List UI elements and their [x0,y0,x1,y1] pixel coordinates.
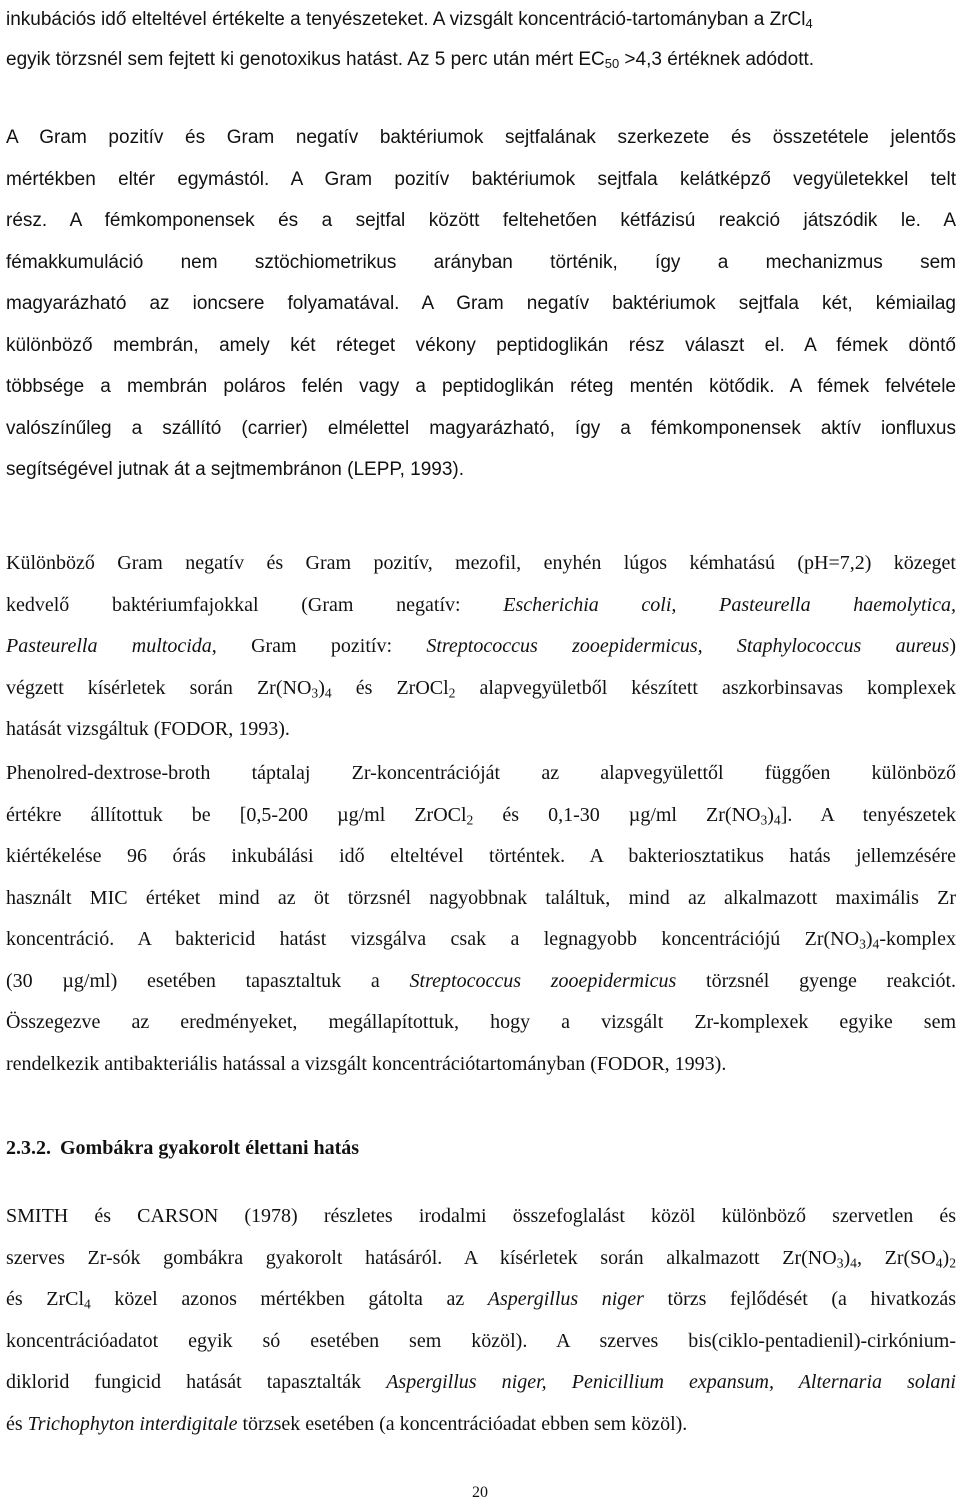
text-line: Összegezve az eredményeket, megállapítottuk, hogy a vizsgált Zr-komplexek egyike sem [6,1011,956,1033]
text-run: végzett kísérletek során Zr(NO [6,676,312,699]
paragraph-continuation [6,0,956,80]
species-name: Trichophyton interdigitale [27,1412,238,1435]
text-run: és 0,1-30 µg/ml Zr(NO [473,803,761,826]
text-line [6,919,956,961]
species-name: Pasteurella multocida [6,635,212,657]
page-number: 20 [472,1484,488,1501]
text-run: >4,3 értéknek adódott. [619,49,815,70]
section-heading [6,1128,359,1169]
text-run: szerves Zr-sók gombákra gyakorolt hatásáról. A kísérletek során alkalmazott Zr(NO [6,1246,837,1269]
species-name: Streptococcus zooepidermicus [409,969,677,992]
paragraph-bacteria-experiments [6,543,956,751]
subscript: 4 [84,1296,91,1312]
subscript: 3 [311,684,319,700]
text-line [6,0,956,40]
text-line: valószínűleg a szállító (carrier) elmélettel magyarázható, így a fémkomponensek aktív ionfluxus [6,417,956,439]
text-line [6,40,956,80]
species-name: Aspergillus niger [487,1288,644,1310]
text-line: koncentrációadatot egyik só esetében sem közöl). A szerves bis(ciklo-pentadienil)-cirkónium- [6,1329,956,1352]
subscript: 4 [935,1254,943,1270]
text-run: egyik törzsnél sem fejtett ki genotoxikus hatást. Az 5 perc után mért EC [6,49,605,70]
text-line: többsége a membrán poláros felén vagy a peptidoglikán réteg mentén kötődik. A fémek felvétele [6,376,956,397]
text-run: ) [942,1246,950,1269]
text-line: segítségével jutnak át a sejtmembránon (LEPP, 1993). [6,459,465,480]
text-run: , Gram pozitív: [211,635,427,657]
text-line: rendelkezik antibakteriális hatással a vizsgált koncentrációtartományban (FODOR, 1993). [6,1052,727,1075]
text-run: törzsnél gyenge reakciót. [676,969,957,992]
text-line [6,585,956,627]
text-run: és [6,1412,28,1435]
text-run: értékre állítottuk be [0,5-200 µg/ml ZrOCl [6,803,467,826]
text-run: alapvegyületből készített aszkorbinsavas komplexek [455,676,957,699]
text-run: ) [767,803,774,826]
text-line [6,1404,956,1446]
text-run: koncentráció. A baktericid hatást vizsgálva csak a legnagyobb koncentrációjú Zr(NO [6,928,860,950]
text-run: (30 µg/ml) esetében tapasztaltuk a [6,969,410,992]
text-run: és ZrOCl [331,676,449,699]
text-run: diklorid fungicid hatását tapasztalták [6,1371,387,1393]
subscript: 4 [805,16,813,32]
text-line [6,1279,956,1321]
text-run: ) [843,1246,851,1269]
text-run: ) [865,928,873,950]
text-line: hatását vizsgáltuk (FODOR, 1993). [6,718,290,740]
text-line [6,1238,956,1280]
subscript: 4 [850,1254,857,1270]
paragraph-phenolred-test [6,753,956,1085]
paragraph-cell-wall [6,117,956,491]
subscript: 4 [324,684,332,700]
text-line: Különböző Gram negatív és Gram pozitív, mezofil, enyhén lúgos kémhatású (pH=7,2) közeget [6,552,956,574]
text-run: ) [318,676,325,699]
subscript: 3 [760,811,768,827]
text-line [6,626,956,668]
subscript: 2 [448,684,456,700]
text-line: mértékben eltér egymástól. A Gram pozitív baktériumok sejtfala kelátképző vegyületekkel telt [6,168,956,190]
paragraph-fungi [6,1196,956,1445]
text-line: használt MIC értéket mind az öt törzsnél nagyobbnak találtuk, mind az alkalmazott maximális Zr [6,886,956,909]
text-line: rész. A fémkomponensek és a sejtfal között feltehetően kétfázisú reakció játszódik le. A [6,210,956,231]
text-run: -komplex [879,928,956,950]
text-run: , Zr(SO [856,1246,936,1269]
subscript: 2 [949,1254,956,1270]
text-line: SMITH és CARSON (1978) részletes irodalmi összefoglalást közöl különböző szervetlen és [6,1205,956,1227]
species-name: Streptococcus zooepidermicus, Staphylococcus aureus [426,635,950,657]
subscript: 4 [773,811,781,827]
text-line: fémakkumuláció nem sztöchiometrikus arányban történik, így a mechanizmus sem [6,251,956,273]
text-run: közel azonos mértékben gátolta az [90,1288,488,1310]
subscript: 2 [466,811,474,827]
text-run: törzsek esetében (a koncentrációadat ebben sem közöl). [237,1412,688,1435]
text-run: és ZrCl [6,1288,85,1310]
species-name: Pasteurella haemolytica, [719,593,956,616]
text-line [6,1362,956,1404]
section-title: Gombákra gyakorolt élettani hatás [60,1137,360,1159]
text-line [6,961,956,1003]
subscript: 3 [836,1254,844,1270]
subscript: 4 [872,936,880,952]
text-line: magyarázható az ioncsere folyamatával. A Gram negatív baktériumok sejtfala két, kémiailag [6,293,956,314]
text-line: kiértékelése 96 órás inkubálási idő elteltével történtek. A bakteriosztatikus hatás jellemzésére [6,845,956,867]
text-run: ]. A tenyészetek [780,803,956,826]
species-name: Escherichia coli, [503,593,677,616]
text-run: inkubációs idő elteltével értékelte a tenyészeteket. A vizsgált koncentráció-tartományban a ZrCl [6,9,806,30]
text-run: törzs fejlődését (a hivatkozás [643,1288,957,1310]
subscript: 3 [859,936,866,952]
section-number: 2.3.2. [6,1137,51,1159]
text-line: Phenolred-dextrose-broth táptalaj Zr-koncentrációját az alapvegyülettől függően különböző [6,762,956,784]
species-name: Aspergillus niger, Penicillium expansum, Alternaria solani [386,1371,956,1393]
text-run: ) [949,635,956,657]
text-line [6,795,956,837]
text-line: különböző membrán, amely két réteget vékony peptidoglikán rész választ el. A fémek döntő [6,334,956,356]
subscript: 50 [604,56,620,72]
text-run: kedvelő baktériumfajokkal (Gram negatív: [6,593,504,616]
text-line: A Gram pozitív és Gram negatív baktériumok sejtfalának szerkezete és összetétele jelentős [6,127,956,148]
text-line [6,668,956,710]
